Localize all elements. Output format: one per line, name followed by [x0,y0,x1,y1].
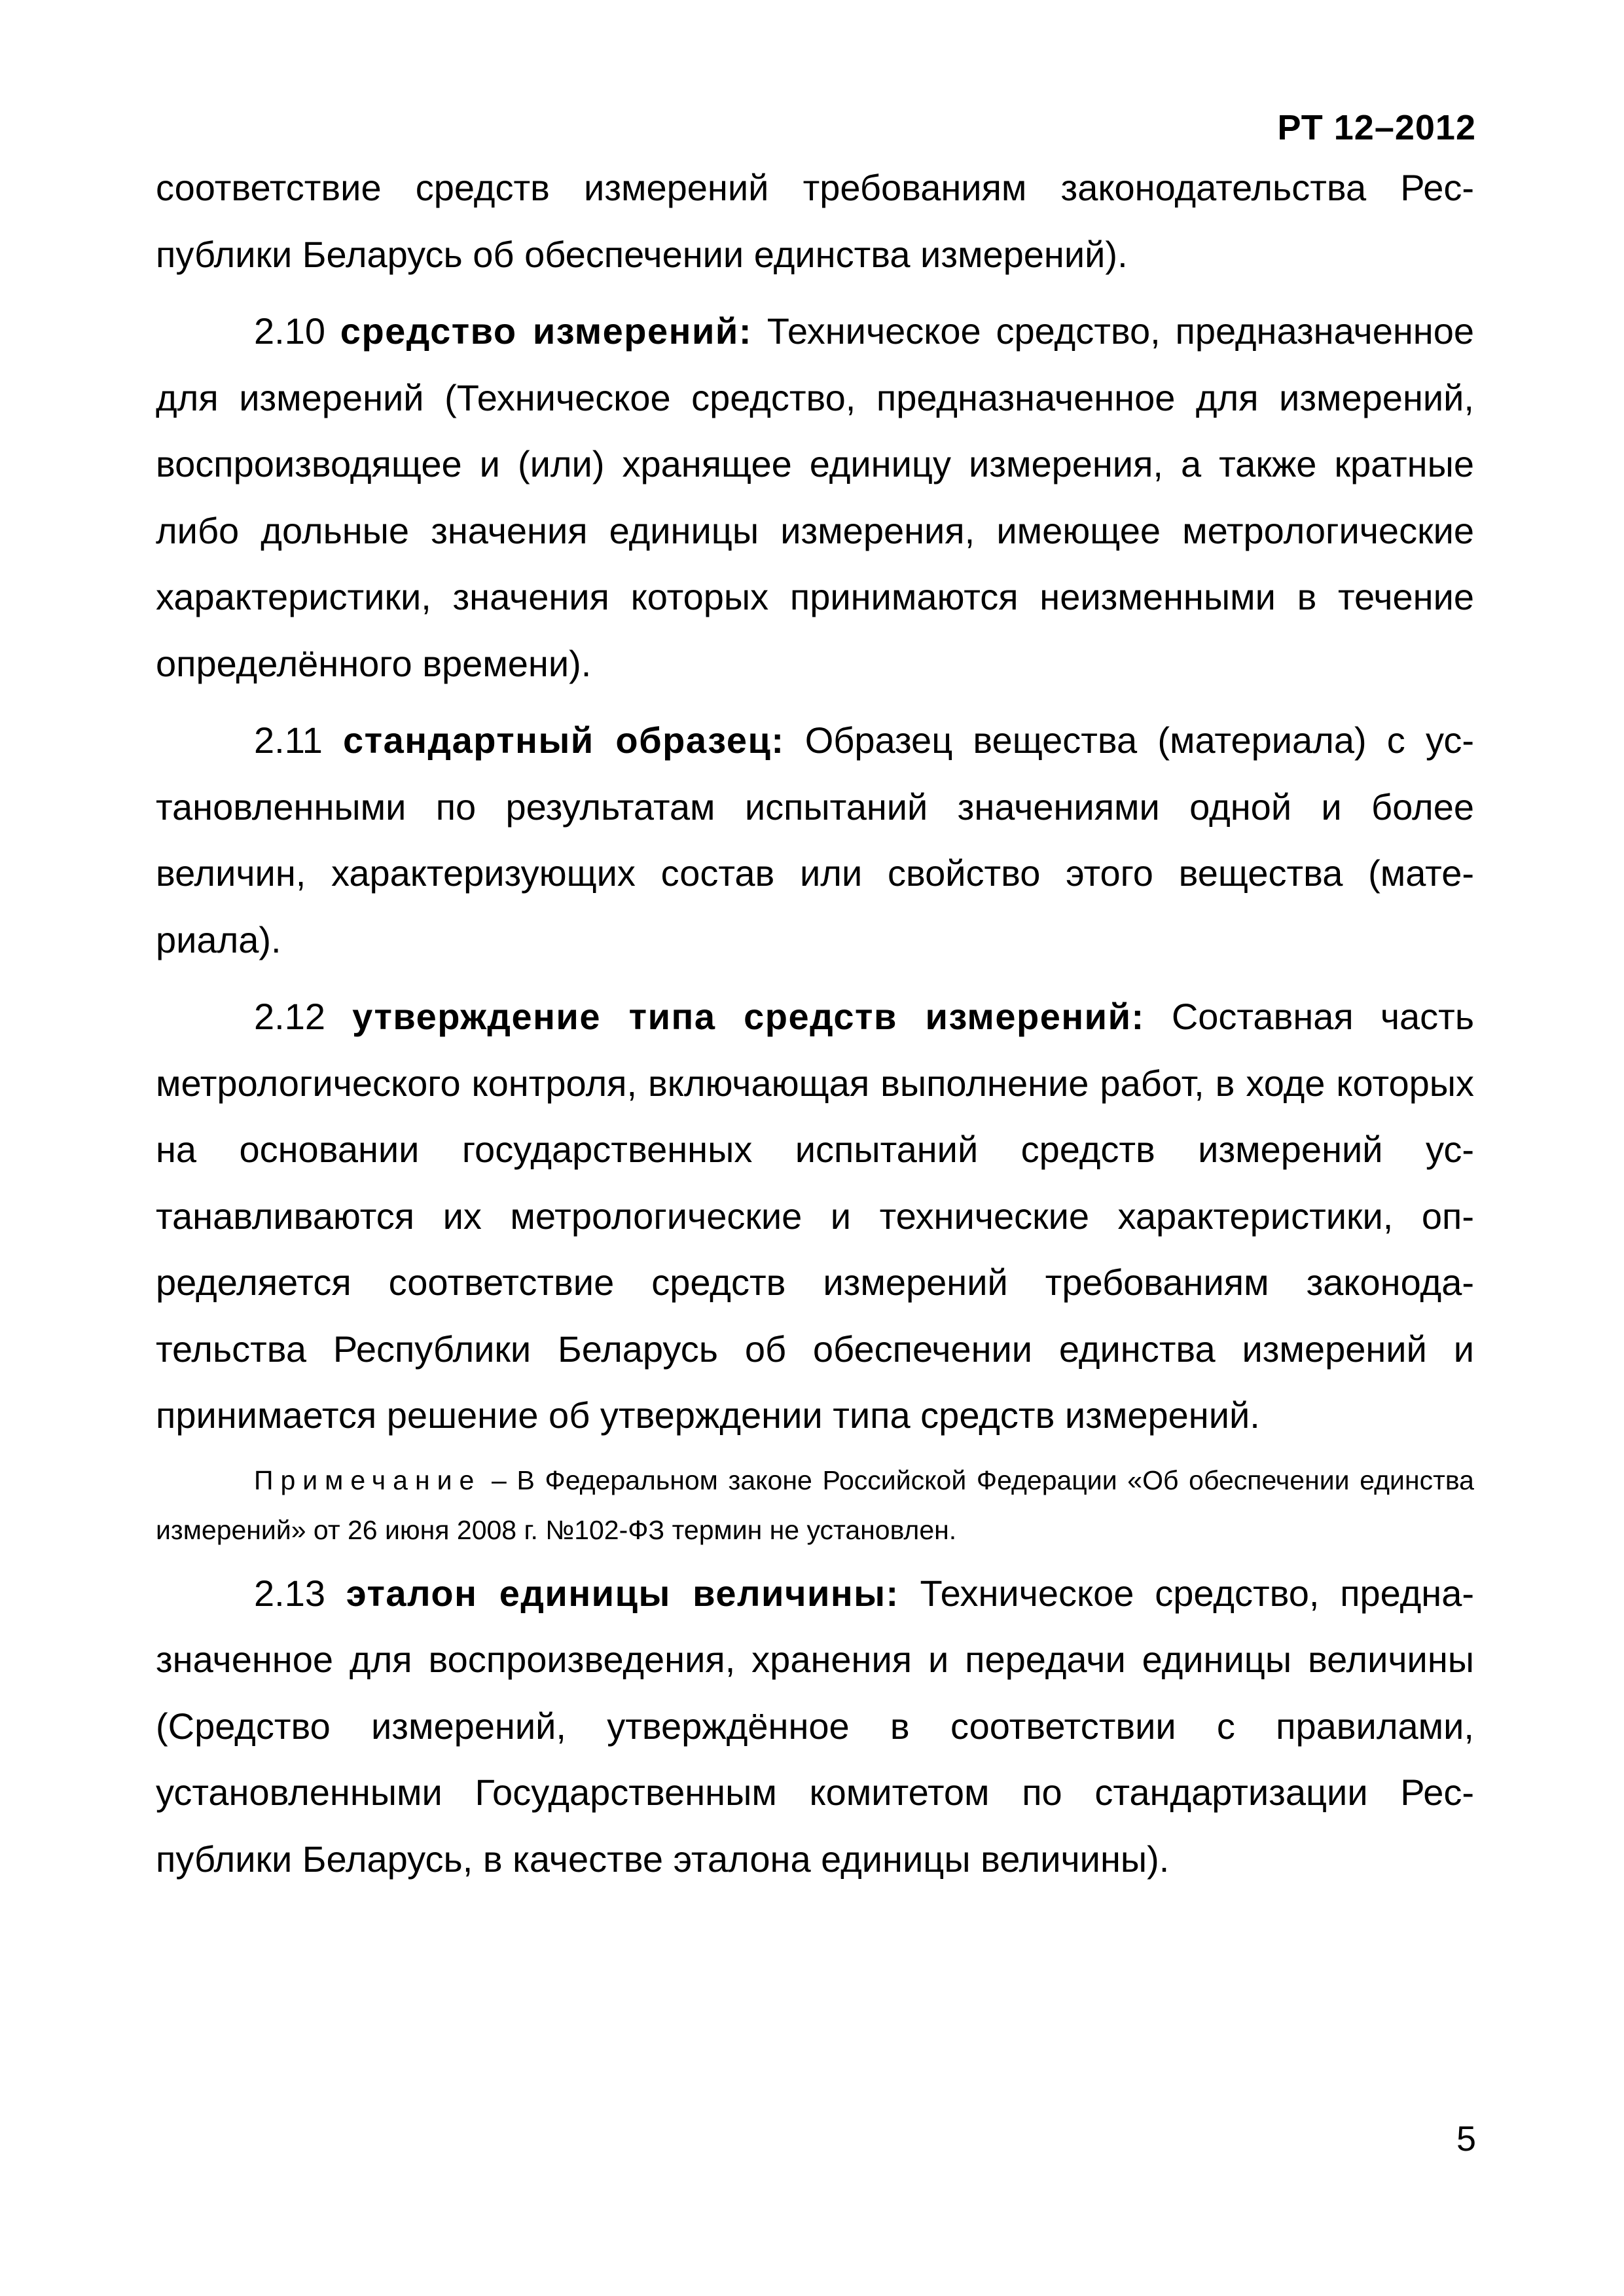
document-body [156,155,1474,1892]
section-number: 2.11 [254,720,323,761]
definition-text: Составная часть метрологического контроля, включающая выполнение работ, в ходе которых на основании государственных испытаний средств измерений устанавливаются их метрологические и технические характеристики, определяется соответствие средств измерений требованиям законодательства Республики Беларусь об обеспечении единства измерений и принимается решение об утверждении типа средств измерений. [156,996,1475,1436]
note-label: Примечание [254,1465,482,1495]
definition-text: Техническое средство, предназначенное для измерений (Техническое средство, предназначенное для измерений, воспроизводящее и (или) хранящее единицу измерения, а также кратные либо дольные значения единицы измерения, имеющее метрологические характеристики, значения которых принимаются неизменными в течение определённого времени). [156,310,1474,684]
definition-2-10 [156,298,1474,697]
section-number: 2.10 [254,310,325,352]
page-number: 5 [1456,2119,1476,2159]
term: средство измерений: [340,310,752,352]
document-code: РТ 12–2012 [1277,108,1476,147]
section-number: 2.12 [254,996,325,1037]
section-number: 2.13 [254,1572,325,1614]
note [156,1455,1474,1555]
note-text: – В Федеральном законе Российской Федерации «Об обеспечении единства измерений» от 26 июня 2008 г. №102-ФЗ термин не установлен. [156,1465,1474,1545]
term: утверждение типа средств измерений: [352,996,1145,1037]
definition-text: Образец вещества (материала) с установленными по результатам испытаний значениями одной и более величин, характеризующих состав или свойство этого вещества (материала). [156,720,1474,960]
continuation-paragraph: соответствие средств измерений требованиям законодательства Республики Беларусь об обеспечении единства измерений). [156,167,1474,275]
term: стандартный образец: [343,720,785,761]
definition-2-12 [156,983,1474,1449]
definition-2-13 [156,1560,1474,1893]
term: эталон единицы величины: [346,1572,899,1614]
definition-text: Техническое средство, предназначенное для воспроизведения, хранения и передачи единицы величины (Средство измерений, утверждённое в соответствии с правилами, установленными Государственным комитетом по стандартизации Республики Беларусь, в качестве эталона единицы величины). [156,1572,1474,1880]
definition-2-11 [156,707,1474,973]
